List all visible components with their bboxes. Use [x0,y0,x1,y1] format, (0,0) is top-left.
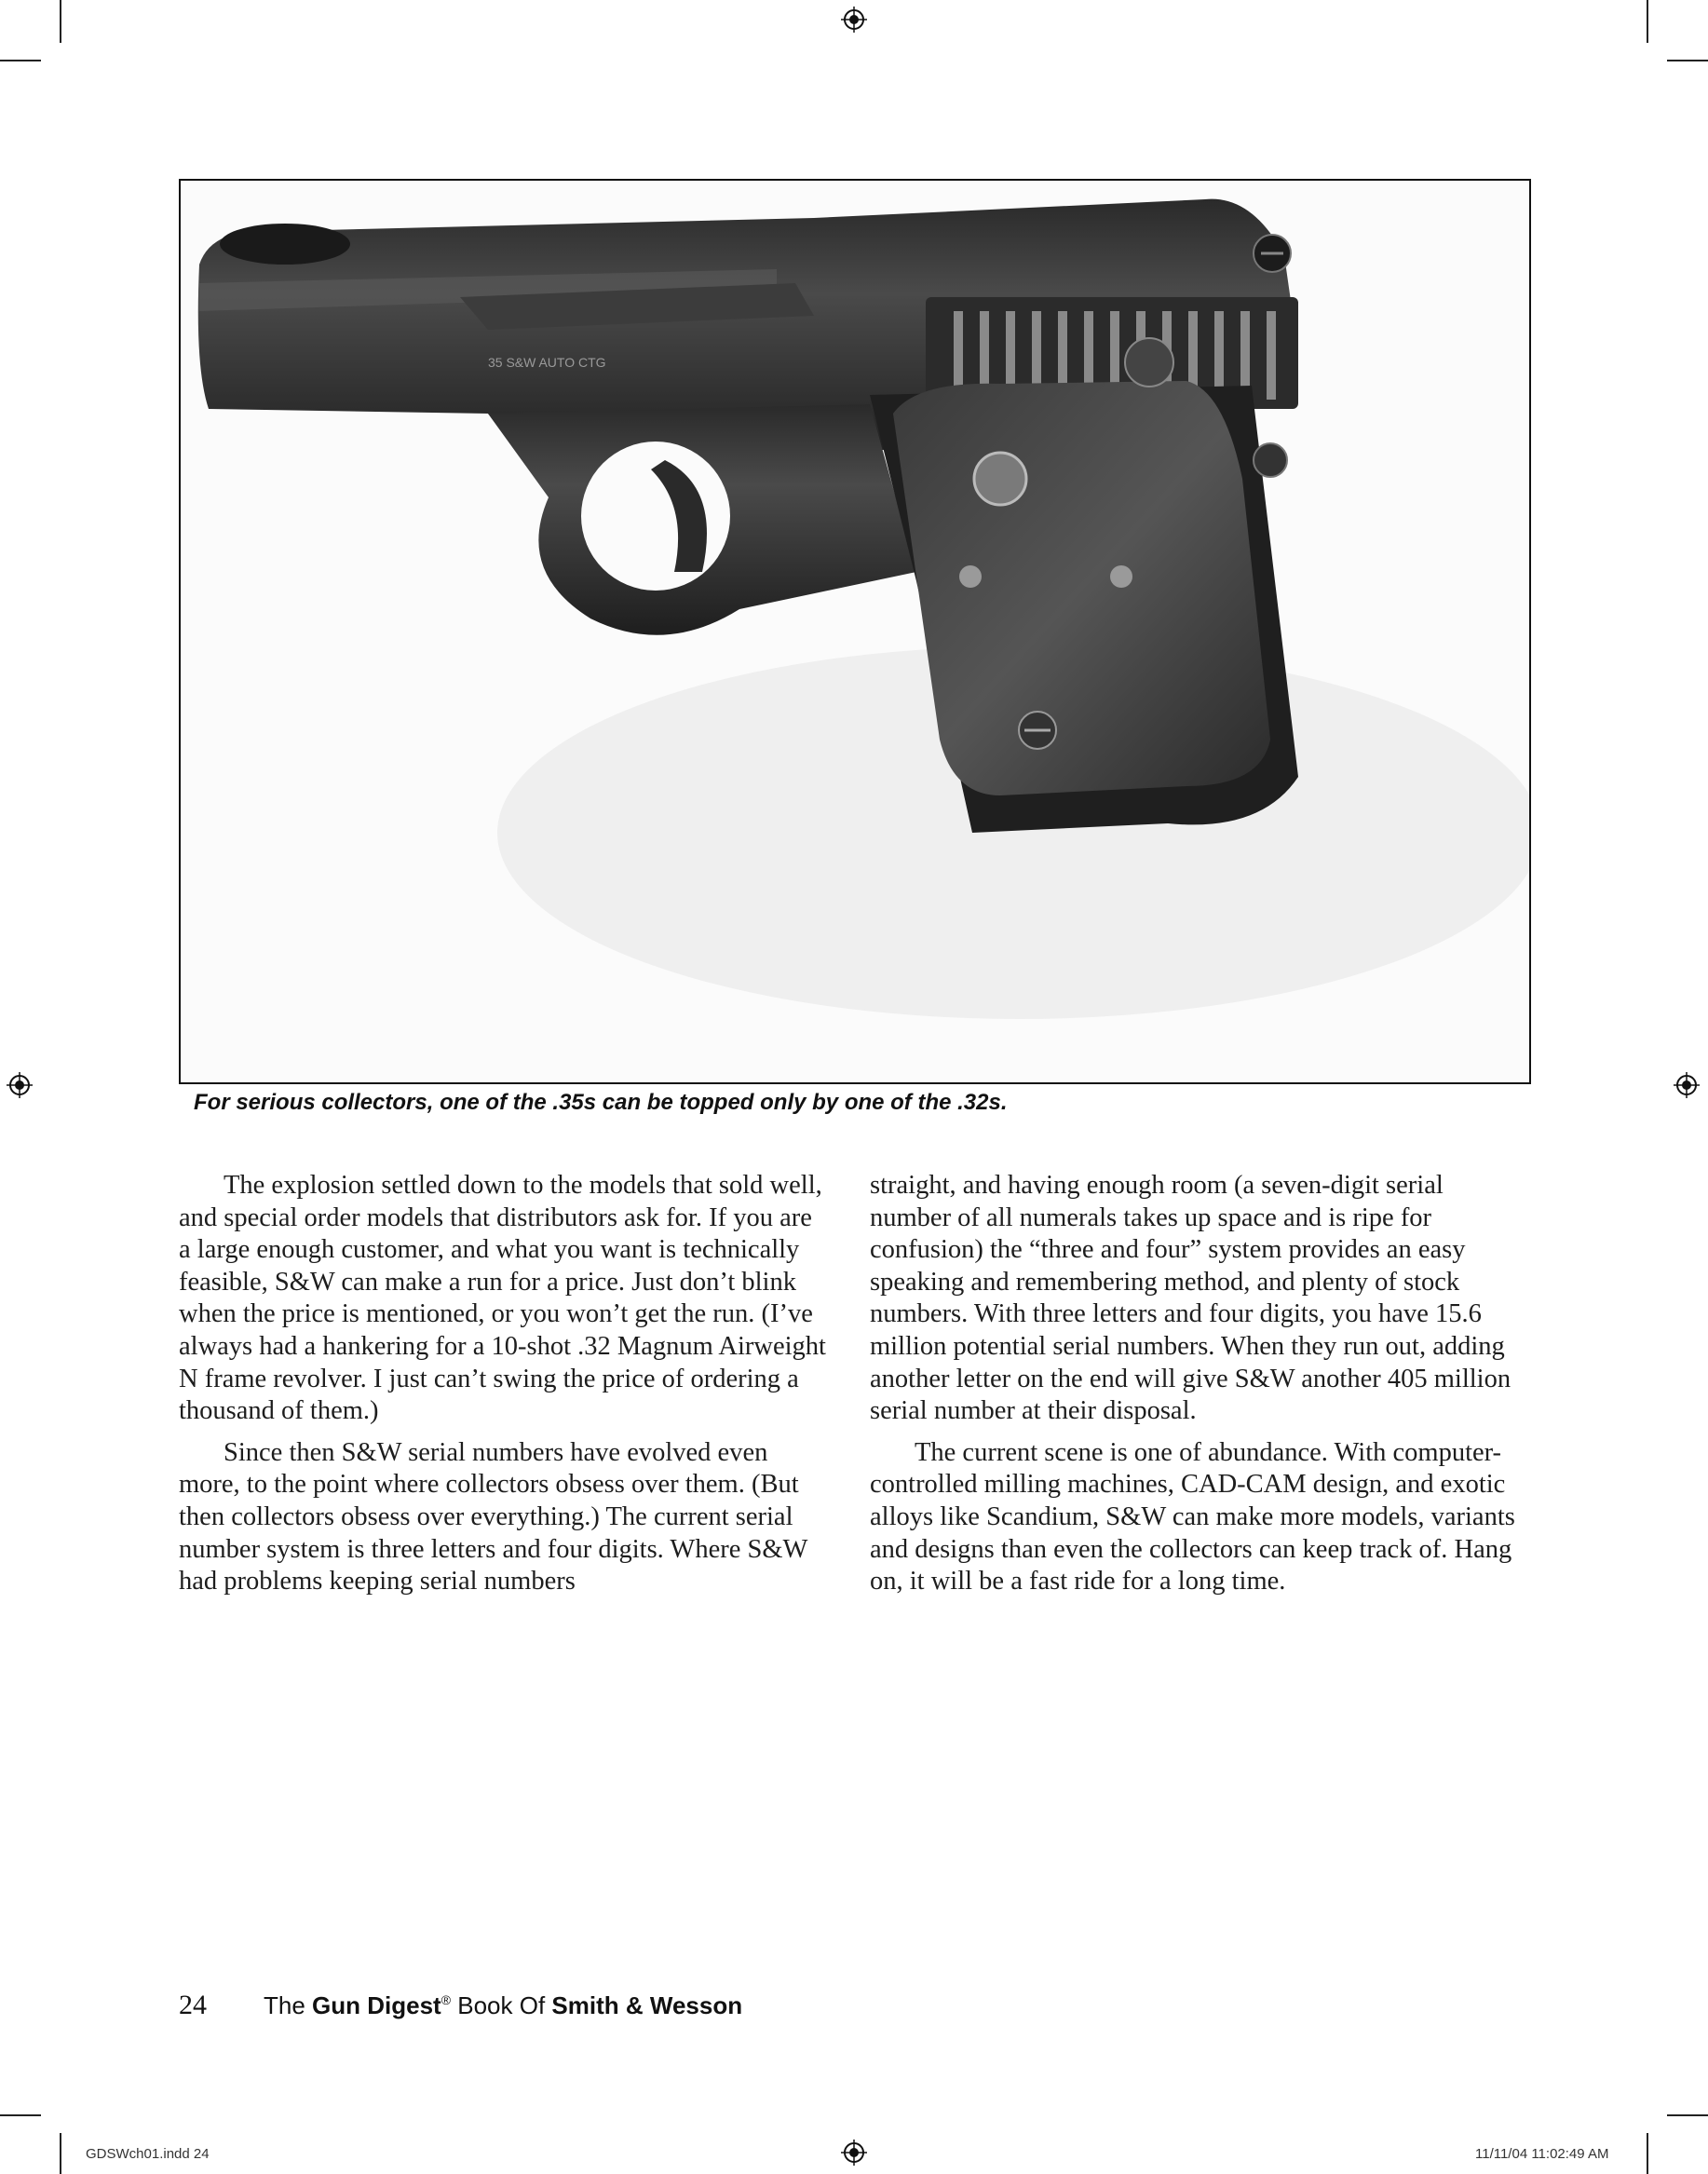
right-column [870,1170,1518,1608]
footer-subject: Smith & Wesson [551,1991,743,2019]
registered-mark: ® [441,1992,452,2007]
paragraph: straight, and having enough room (a seven-digit serial number of all numerals takes up space and is ripe for confusion) the “three and four” system provides an easy speaking and remembering method, and plenty of stock numbers. With three letters and four digits, you have 15.6 million potential serial numbers. When they run out, adding another letter on the end will give S&W another 405 million serial number at their disposal. [870,1171,1511,1426]
footer-prefix: The [264,1991,313,2019]
paragraph: Since then S&W serial numbers have evolved even more, to the point where collectors obsess over them. (But then collectors obsess over everything.) The current serial number system is three letters and four digits. Where S&W had problems keeping serial numbers [179,1437,807,1597]
left-column [179,1170,827,1608]
pistol-photo [179,179,1531,1084]
registration-mark-icon [840,2139,868,2167]
photo-caption: For serious collectors, one of the .35s can be topped only by one of the .32s. [194,1090,1008,1115]
slide-marking: 35 S&W AUTO CTG [488,355,606,370]
crop-mark [1647,2133,1648,2174]
crop-mark [0,60,41,61]
registration-mark-icon [840,6,868,34]
slug-timestamp: 11/11/04 11:02:49 AM [1475,2146,1609,2162]
pistol-illustration [181,181,1529,1082]
crop-mark [0,2114,41,2116]
registration-mark-icon [1673,1071,1701,1099]
paragraph: The explosion settled down to the models that sold well, and special order models that distributors ask for. If you are a large enough customer, and what you want is technically feasible, S&W can make a run for a price. Just don’t blink when the price is mentioned, or you won’t get the run. (I’ve always had a hankering for a 10-shot .32 Magnum Airweight N frame revolver. I just can’t swing the price of ordering a thousand of them.) [179,1171,826,1426]
page-number: 24 [179,1990,207,2020]
crop-mark [1667,60,1708,61]
crop-mark [60,2133,61,2174]
footer-middle: Book Of [451,1991,552,2019]
crop-mark [60,0,61,43]
running-footer [264,1991,742,2020]
registration-mark-icon [6,1071,34,1099]
paragraph: The current scene is one of abundance. With computer-controlled milling machines, CAD-CAM design, and exotic alloys like Scandium, S&W can make more models, variants and designs than even the collectors can keep track of. Hang on, it will be a fast ride for a long time. [870,1437,1515,1597]
crop-mark [1647,0,1648,43]
slug-filename: GDSWch01.indd 24 [86,2146,210,2162]
crop-mark [1667,2114,1708,2116]
footer-brand: Gun Digest [312,1991,441,2019]
